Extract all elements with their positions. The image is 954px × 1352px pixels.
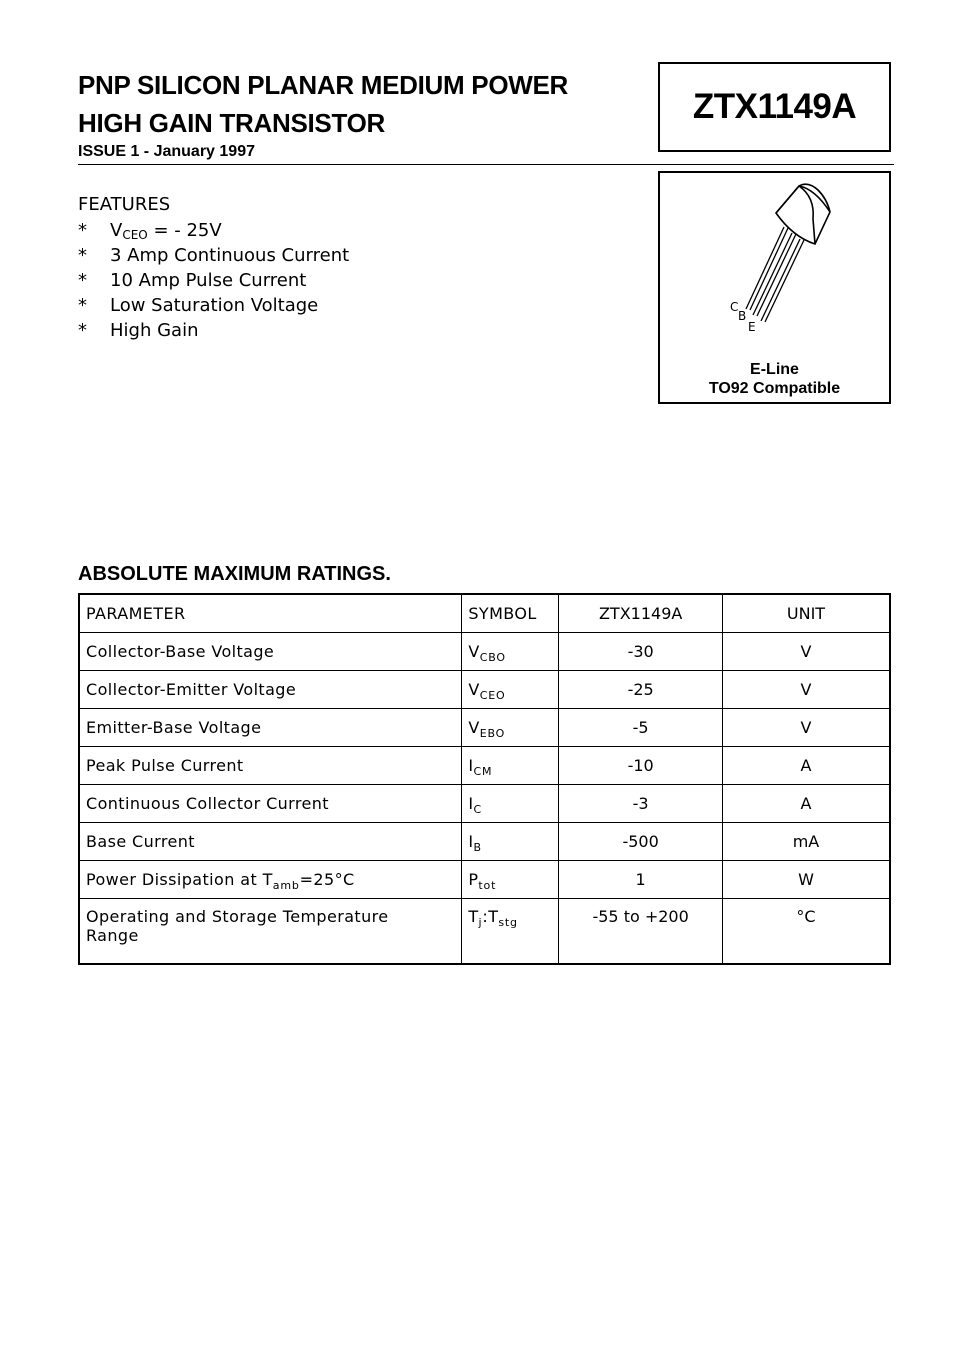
feature-text: High Gain — [110, 320, 199, 341]
pin-label-c: C — [730, 300, 739, 314]
value-cell: -500 — [559, 823, 723, 861]
pin-label-e: E — [748, 320, 756, 334]
unit-cell: V — [722, 633, 890, 671]
part-number: ZTX1149A — [692, 87, 857, 126]
ratings-heading: ABSOLUTE MAXIMUM RATINGS. — [78, 563, 391, 585]
column-header-value: ZTX1149A — [559, 594, 723, 633]
table-row — [79, 633, 890, 671]
value-cell: -5 — [559, 709, 723, 747]
issue-date: ISSUE 1 - January 1997 — [78, 143, 255, 160]
bullet: * — [78, 220, 87, 241]
value-cell: -10 — [559, 747, 723, 785]
column-header-parameter: PARAMETER — [79, 594, 462, 633]
package-box — [658, 171, 891, 404]
symbol-cell: $I_B$ — [462, 823, 559, 861]
symbol-cell: $P_{tot}$ — [462, 861, 559, 899]
unit-cell: mA — [722, 823, 890, 861]
features-list — [78, 218, 349, 343]
symbol-cell: $V_{EBO}$ — [462, 709, 559, 747]
feature-item — [78, 268, 349, 293]
table-row — [79, 671, 890, 709]
param-cell: Collector-Base Voltage — [79, 633, 462, 671]
param-cell: Collector-Emitter Voltage — [79, 671, 462, 709]
feature-item — [78, 293, 349, 318]
column-header-unit: UNIT — [722, 594, 890, 633]
unit-cell: V — [722, 709, 890, 747]
unit-cell: V — [722, 671, 890, 709]
unit-cell: W — [722, 861, 890, 899]
unit-cell: A — [722, 747, 890, 785]
param-cell: Emitter-Base Voltage — [79, 709, 462, 747]
value-cell: 1 — [559, 861, 723, 899]
param-cell: Continuous Collector Current — [79, 785, 462, 823]
features-heading: FEATURES — [78, 194, 171, 215]
param-cell: Base Current — [79, 823, 462, 861]
unit-cell: A — [722, 785, 890, 823]
feature-item — [78, 318, 349, 343]
param-cell: Peak Pulse Current — [79, 747, 462, 785]
value-cell: -55 to +200 — [559, 899, 723, 965]
feature-item — [78, 218, 349, 243]
header-divider — [78, 164, 894, 165]
table-row — [79, 747, 890, 785]
symbol-cell: $V_{CBO}$ — [462, 633, 559, 671]
bullet: * — [78, 295, 87, 316]
bullet: * — [78, 270, 87, 291]
symbol-cell: $T_j:T_{stg}$ — [462, 899, 559, 965]
package-compat: TO92 Compatible — [708, 380, 841, 397]
title-line-2: HIGH GAIN TRANSISTOR — [78, 108, 385, 138]
table-row — [79, 823, 890, 861]
package-name: E-Line — [750, 361, 799, 378]
feature-text: Low Saturation Voltage — [110, 295, 319, 316]
param-cell: Power Dissipation at $T_{amb}=25^\circ C$ — [79, 861, 462, 899]
value-cell: -25 — [559, 671, 723, 709]
value-cell: -3 — [559, 785, 723, 823]
unit-cell: °C — [722, 899, 890, 965]
feature-text: 10 Amp Pulse Current — [110, 270, 307, 291]
table-row — [79, 709, 890, 747]
pin-label-b: B — [738, 309, 747, 323]
transistor-leads — [746, 227, 804, 322]
column-header-symbol: SYMBOL — [462, 594, 559, 633]
value-cell: -30 — [559, 633, 723, 671]
feature-item — [78, 243, 349, 268]
part-number-box — [658, 62, 891, 152]
bullet: * — [78, 245, 87, 266]
table-row — [79, 785, 890, 823]
title-line-1: PNP SILICON PLANAR MEDIUM POWER — [78, 70, 569, 100]
ratings-table — [78, 593, 891, 965]
table-row — [79, 861, 890, 899]
symbol-cell: $I_C$ — [462, 785, 559, 823]
table-row — [79, 899, 890, 965]
bullet: * — [78, 320, 87, 341]
table-header-row — [79, 594, 890, 633]
feature-text: $V_{CEO}$ = - 25V — [110, 220, 222, 242]
page-title — [78, 66, 638, 142]
symbol-cell: $V_{CEO}$ — [462, 671, 559, 709]
features-section — [78, 193, 349, 343]
feature-text: 3 Amp Continuous Current — [110, 245, 350, 266]
param-cell: Operating and Storage Temperature Range — [79, 899, 462, 965]
symbol-cell: $I_{CM}$ — [462, 747, 559, 785]
